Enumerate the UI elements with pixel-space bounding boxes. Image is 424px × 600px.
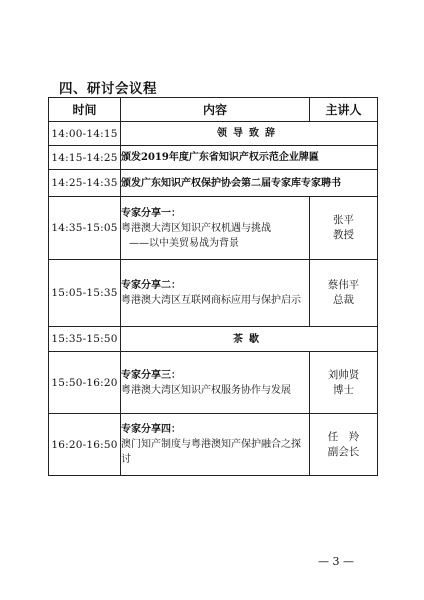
agenda-table <box>48 97 378 476</box>
row-content <box>121 260 310 327</box>
share-title: 专家分享三： <box>121 369 181 381</box>
table-row <box>49 122 378 146</box>
speaker-name: 蔡伟平 <box>327 279 360 291</box>
page-number: — 3 — <box>318 555 354 568</box>
table-header-row <box>49 98 378 122</box>
row-speaker <box>310 260 378 327</box>
row-time: 15:05-15:35 <box>49 260 121 327</box>
row-time: 15:50-16:20 <box>49 352 121 414</box>
share-title: 专家分享二： <box>121 280 181 291</box>
table-row <box>49 146 378 170</box>
speaker-name: 刘帅贤 <box>327 368 360 381</box>
row-speaker <box>310 414 378 476</box>
row-time: 14:35-15:05 <box>49 197 121 260</box>
share-body: 粤港澳大湾区知识产权机遇与挑战 <box>121 222 271 234</box>
row-time: 14:25-14:35 <box>49 170 121 197</box>
share-body: 粤港澳大湾区互联网商标应用与保护启示 <box>121 295 301 306</box>
row-content <box>121 352 310 414</box>
table-row <box>49 414 378 476</box>
speaker-name: 任 羚 <box>327 430 360 443</box>
row-content: 颁发广东知识产权保护协会第二届专家库专家聘书 <box>121 170 378 197</box>
row-speaker <box>310 197 378 260</box>
section-title: 四、研讨会议程 <box>59 81 157 97</box>
speaker-role: 副会长 <box>327 445 360 458</box>
share-body: 澳门知产制度与粤港澳知产保护融合之探讨 <box>121 439 301 465</box>
header-time: 时间 <box>49 98 121 122</box>
table-row <box>49 170 378 197</box>
table-row <box>49 352 378 414</box>
row-speaker <box>310 352 378 414</box>
speaker-role: 总裁 <box>333 294 354 306</box>
table-row <box>49 260 378 327</box>
row-content <box>121 197 310 260</box>
table-row <box>49 327 378 352</box>
row-time: 14:15-14:25 <box>49 146 121 170</box>
header-speaker: 主讲人 <box>310 98 378 122</box>
share-subtitle: ——以中美贸易战为背景 <box>129 237 239 249</box>
row-time: 16:20-16:50 <box>49 414 121 476</box>
speaker-role: 博士 <box>333 383 354 396</box>
share-body: 粤港澳大湾区知识产权服务协作与发展 <box>121 384 291 396</box>
share-title: 专家分享一： <box>121 207 181 219</box>
row-content: 茶歇 <box>121 327 378 352</box>
table-row <box>49 197 378 260</box>
header-content: 内容 <box>121 98 310 122</box>
speaker-role: 教授 <box>333 229 354 241</box>
row-content: 颁发2019年度广东省知识产权示范企业牌匾 <box>121 146 378 170</box>
speaker-name: 张平 <box>333 214 354 226</box>
row-content <box>121 414 310 476</box>
row-time: 15:35-15:50 <box>49 327 121 352</box>
row-time: 14:00-14:15 <box>49 122 121 146</box>
row-content: 领导致辞 <box>121 122 378 146</box>
share-title: 专家分享四： <box>121 424 181 435</box>
